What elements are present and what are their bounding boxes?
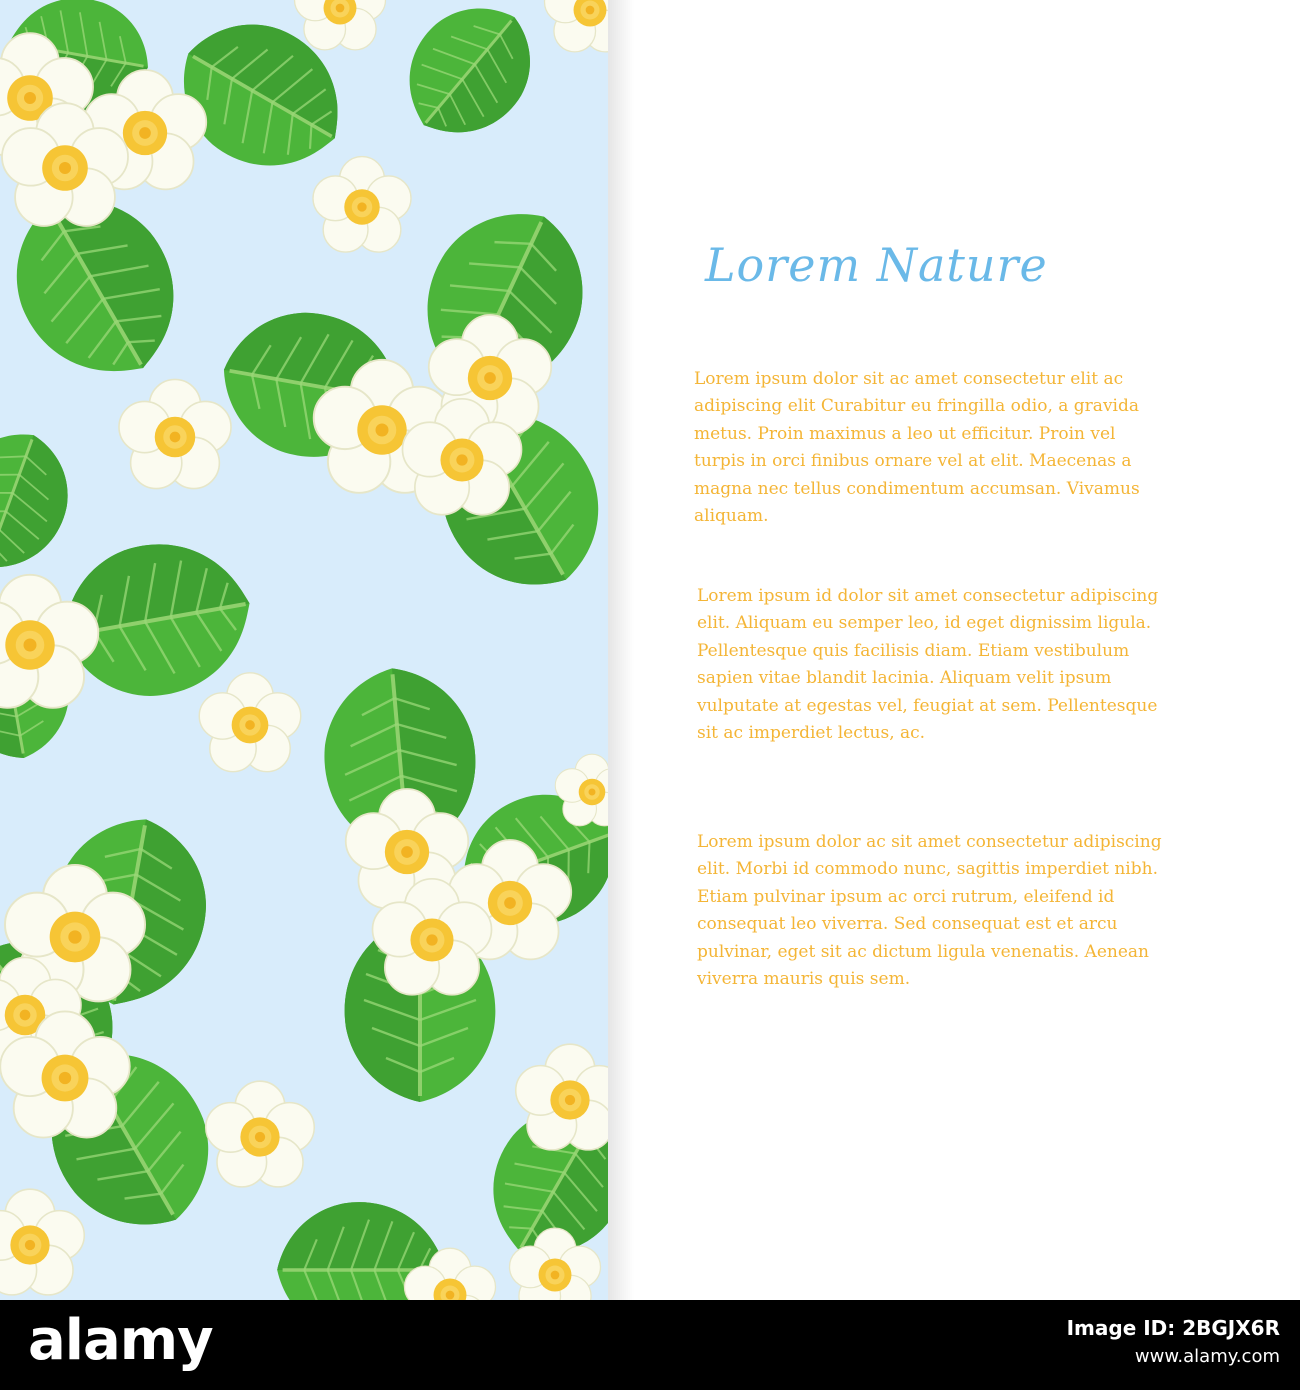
card-title: Lorem Nature: [705, 238, 1048, 292]
footer-bar: [0, 1300, 1300, 1390]
flower-icon: [206, 1081, 315, 1187]
body-paragraph-2: Lorem ipsum id dolor sit amet consectetur adipiscing elit. Aliquam eu semper leo, id eget dignissim ligula. Pellentesque quis facilisis diam. Etiam vestibulum sapien vitae blandit lacinia. Aliquam velit ipsum vulputate at egestas vel, feugiat at sem. Pellentesque sit ac imperdiet lectus, ac.: [697, 586, 1159, 744]
site-link[interactable]: www.alamy.com: [1134, 1346, 1280, 1367]
leaf-icon: [0, 416, 87, 587]
flower-icon: [516, 1044, 608, 1150]
floral-panel: [0, 0, 608, 1300]
body-paragraph-3: Lorem ipsum dolor ac sit amet consectetur adipiscing elit. Morbi id commodo nunc, sagittis imperdiet nibh. Etiam pulvinar ipsum ac orci rutrum, eleifend id consequat leo viverra. Sed consequat est et arcu pulvinar, eget sit ac dictum ligula venenatis. Aenean viverra mauris quis sem.: [697, 832, 1162, 990]
footer-meta: [1067, 1316, 1280, 1367]
flower-icon: [313, 157, 411, 252]
body-paragraph-1: Lorem ipsum dolor sit ac amet consectetur elit ac adipiscing elit Curabitur eu fringilla odio, a gravida metus. Proin maximus a leo ut efficitur. Proin vel turpis in orci finibus ornare vel at elit. Maecenas a magna nec tellus condimentum accumsan. Vivamus aliquam.: [694, 369, 1140, 527]
flower-icon: [0, 1189, 84, 1295]
flower-icon: [295, 0, 386, 50]
panel-shadow: [608, 0, 634, 1300]
image-id-label: Image ID: 2BGJX6R: [1066, 1316, 1280, 1340]
flower-icon: [199, 673, 301, 772]
flower-layer: [0, 0, 608, 1300]
footer-logo[interactable]: alamy: [28, 1308, 213, 1373]
floral-pattern: [0, 0, 608, 1300]
flower-icon: [119, 379, 231, 488]
flower-icon: [545, 0, 609, 52]
leaf-icon: [380, 0, 557, 161]
